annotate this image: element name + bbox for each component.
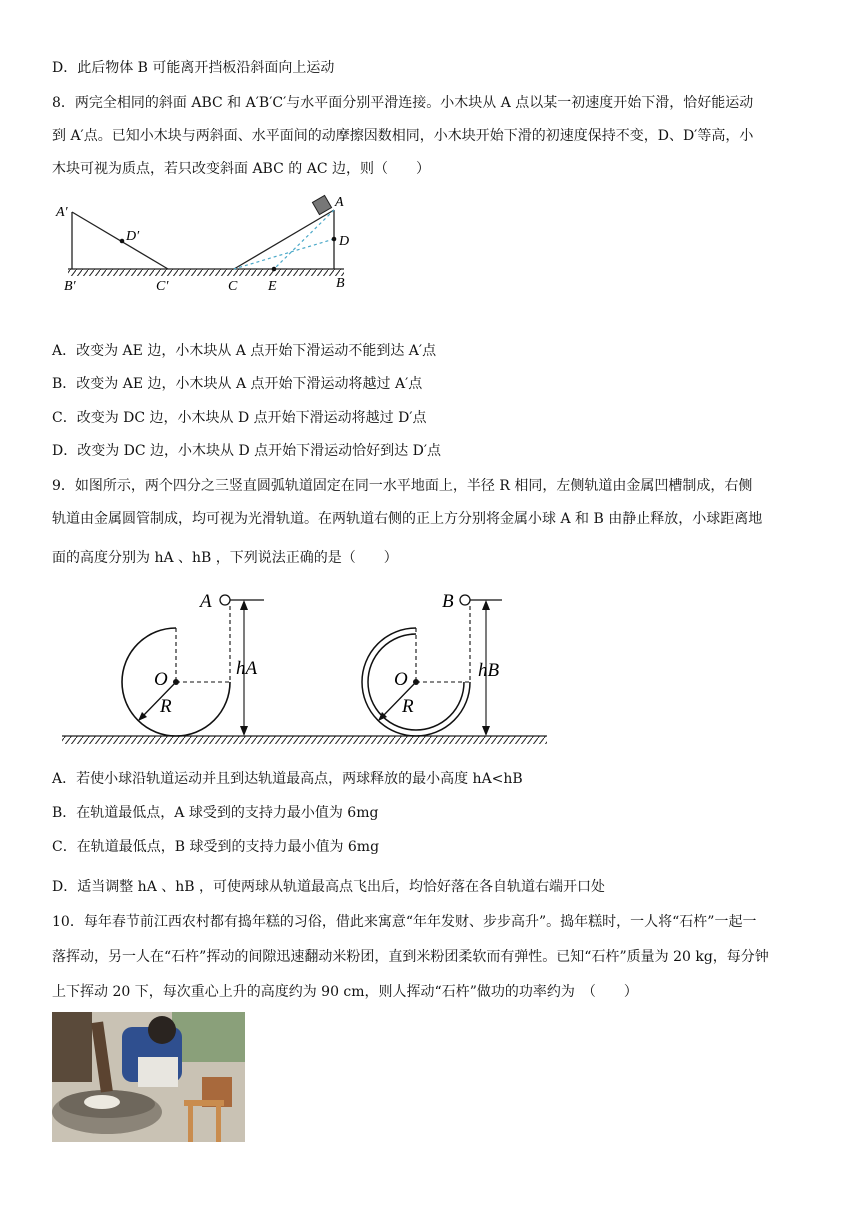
q9-ball-a (220, 595, 230, 605)
q8-stem-line2: 到 A′点。已知小木块与两斜面、水平面间的动摩擦因数相同，小木块开始下滑的初速度保持不变，D、D′等高，小 (52, 128, 754, 144)
q8-option-b: B．改变为 AE 边，小木块从 A 点开始下滑运动将越过 A′点 (52, 376, 423, 392)
q8-label-d: D (339, 234, 350, 249)
q8-wood-block (312, 195, 331, 214)
q8-label-a: A (335, 195, 344, 210)
q9-label-r-right: R (402, 696, 414, 717)
q9-ground-hatch (62, 736, 547, 744)
q9-label-a: A (200, 591, 212, 612)
q8-label-b: B (336, 276, 345, 291)
q9-stem-line1: 9．如图所示，两个四分之三竖直圆弧轨道固定在同一水平地面上，半径 R 相同，左侧轨道由金属凹槽制成，右侧 (52, 478, 753, 494)
q9-option-b: B．在轨道最低点，A 球受到的支持力最小值为 6mg (52, 805, 379, 821)
q8-dashed-dc (234, 239, 334, 269)
q8-label-e: E (268, 279, 277, 294)
q9-stem-line3: 面的高度分别为 hA 、hB ，下列说法正确的是（ ） (52, 550, 398, 566)
q8-label-b-prime: B′ (64, 279, 76, 294)
q8-option-a: A．改变为 AE 边，小木块从 A 点开始下滑运动不能到达 A′点 (52, 343, 437, 359)
q9-label-r-left: R (160, 696, 172, 717)
q9-stem-line2: 轨道由金属圆管制成，均可视为光滑轨道。在两轨道右侧的正上方分别将金属小球 A 和 B 由静止释放，小球距离地 (52, 511, 763, 527)
q8-point-d-prime (120, 239, 125, 244)
q9-label-ha: hA (236, 658, 258, 679)
q9-option-a: A．若使小球沿轨道运动并且到达轨道最高点，两球释放的最小高度 hA<hB (52, 771, 523, 787)
q8-label-a-prime: A′ (56, 205, 68, 220)
q8-label-d-prime: D′ (126, 229, 140, 244)
q8-incline-right (234, 210, 334, 269)
q9-label-o-left: O (154, 669, 168, 690)
q9-circular-track-figure (52, 586, 552, 751)
q8-stem-line1: 8．两完全相同的斜面 ABC 和 A′B′C′与水平面分别平滑连接。小木块从 A 点以某一初速度开始下滑，恰好能运动 (52, 95, 754, 111)
q8-ground-hatch (68, 269, 344, 276)
q8-option-d: D．改变为 DC 边，小木块从 D 点开始下滑运动恰好到达 D′点 (52, 443, 442, 459)
q8-label-c: C (228, 279, 238, 294)
q9-ball-b (460, 595, 470, 605)
q10-stem-line2: 落挥动，另一人在“石杵”挥动的间隙迅速翻动米粉团，直到米粉团柔软而有弹性。已知“石杵”质量为 20 kg，每分钟 (52, 949, 769, 965)
q8-point-d (332, 237, 337, 242)
q9-label-o-right: O (394, 669, 408, 690)
q8-incline-figure (52, 190, 362, 300)
q10-rice-cake-photo (52, 1012, 245, 1142)
q7-option-d: D．此后物体 B 可能离开挡板沿斜面向上运动 (52, 60, 335, 76)
q8-option-c: C．改变为 DC 边，小木块从 D 点开始下滑运动将越过 D′点 (52, 410, 427, 426)
q8-label-c-prime: C′ (156, 279, 169, 294)
q9-label-b: B (442, 591, 454, 612)
q10-stem-line1: 10．每年春节前江西农村都有捣年糕的习俗，借此来寓意“年年发财、步步高升”。捣年糕时，一人将“石杵”一起一 (52, 914, 757, 930)
q8-point-e (272, 267, 277, 272)
q10-stem-line3: 上下挥动 20 下，每次重心上升的高度约为 90 cm，则人挥动“石杵”做功的功率约为 （ ） (52, 984, 638, 1000)
q9-option-c: C．在轨道最低点，B 球受到的支持力最小值为 6mg (52, 839, 380, 855)
q9-label-hb: hB (478, 660, 500, 681)
q9-option-d: D．适当调整 hA 、hB ，可使两球从轨道最高点飞出后，均恰好落在各自轨道右端开口处 (52, 879, 606, 895)
q8-stem-line3: 木块可视为质点，若只改变斜面 ABC 的 AC 边，则（ ） (52, 161, 430, 177)
